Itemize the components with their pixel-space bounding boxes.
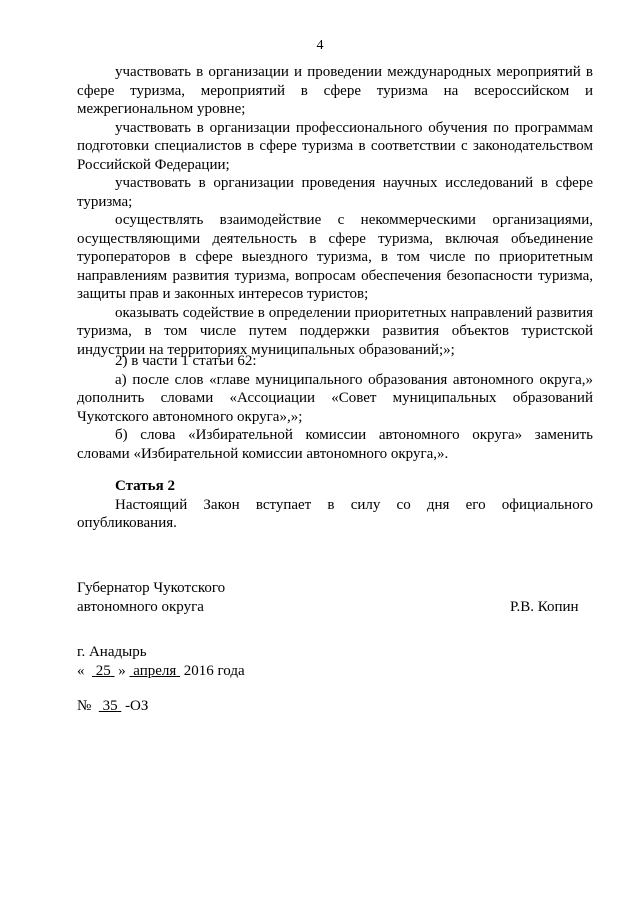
governor-name: Р.В. Копин — [510, 599, 579, 615]
tourism-duties-list — [77, 63, 593, 359]
date-month-value: апреля — [133, 663, 177, 679]
governor-title — [77, 579, 225, 617]
place: г. Анадырь — [77, 644, 147, 660]
date-year: 2016 года — [183, 663, 245, 679]
date-day — [92, 663, 115, 679]
date-close-quote: » — [118, 663, 126, 679]
item-subpoint-a: а) после слов «главе муниципального образования автономного округа,» дополнить словами «Ассоциации «Совет муниципальных образований Чукотского автономного округа»,»; — [77, 371, 593, 425]
item-subpoint-b: б) слова «Избирательной комиссии автономного округа» заменить словами «Избирательной комиссии автономного округа,». — [77, 427, 593, 462]
governor-line-1: Губернатор Чукотского — [77, 580, 226, 596]
article-title: Статья 2 — [115, 478, 175, 494]
paragraph: участвовать в организации профессионального обучения по программам подготовки специалистов в сфере туризма в соответствии с законодательством Российской Федерации; — [77, 119, 593, 173]
paragraph: оказывать содействие в определении приоритетных направлений развития туризма, в том числе путем поддержки развития объектов туристской индустрии на территориях муниципальных образований;»; — [77, 304, 593, 358]
page-number: 4 — [316, 38, 324, 53]
amendment-item-2 — [77, 352, 593, 463]
date-day-value: 25 — [95, 663, 111, 679]
date-month — [130, 663, 181, 679]
article-text: Настоящий Закон вступает в силу со дня его официального опубликования. — [77, 496, 593, 531]
article-2 — [77, 477, 593, 533]
law-number-digits: 35 — [102, 698, 118, 714]
date-line — [77, 662, 245, 681]
law-number-suffix: -ОЗ — [125, 698, 149, 714]
paragraph: осуществлять взаимодействие с некоммерческими организациями, осуществляющими деятельность в сфере туризма, включая объединение туроператоров в сфере выездного туризма, в том числе по приоритетным направлениям развития туризма, вопросам обеспечения безопасности туризма, защиты прав и законных интересов туристов; — [77, 212, 593, 302]
paragraph: участвовать в организации и проведении международных мероприятий в сфере туризма, мероприятий в сфере туризма на всероссийском и межрегиональном уровне; — [77, 64, 593, 117]
law-number — [77, 697, 148, 716]
number-sign: № — [77, 698, 92, 714]
paragraph: участвовать в организации проведения научных исследований в сфере туризма; — [77, 175, 593, 210]
law-number-value — [99, 698, 122, 714]
item-heading: 2) в части 1 статьи 62: — [115, 353, 257, 369]
date-open-quote: « — [77, 663, 85, 679]
governor-line-2: автономного округа — [77, 599, 204, 615]
